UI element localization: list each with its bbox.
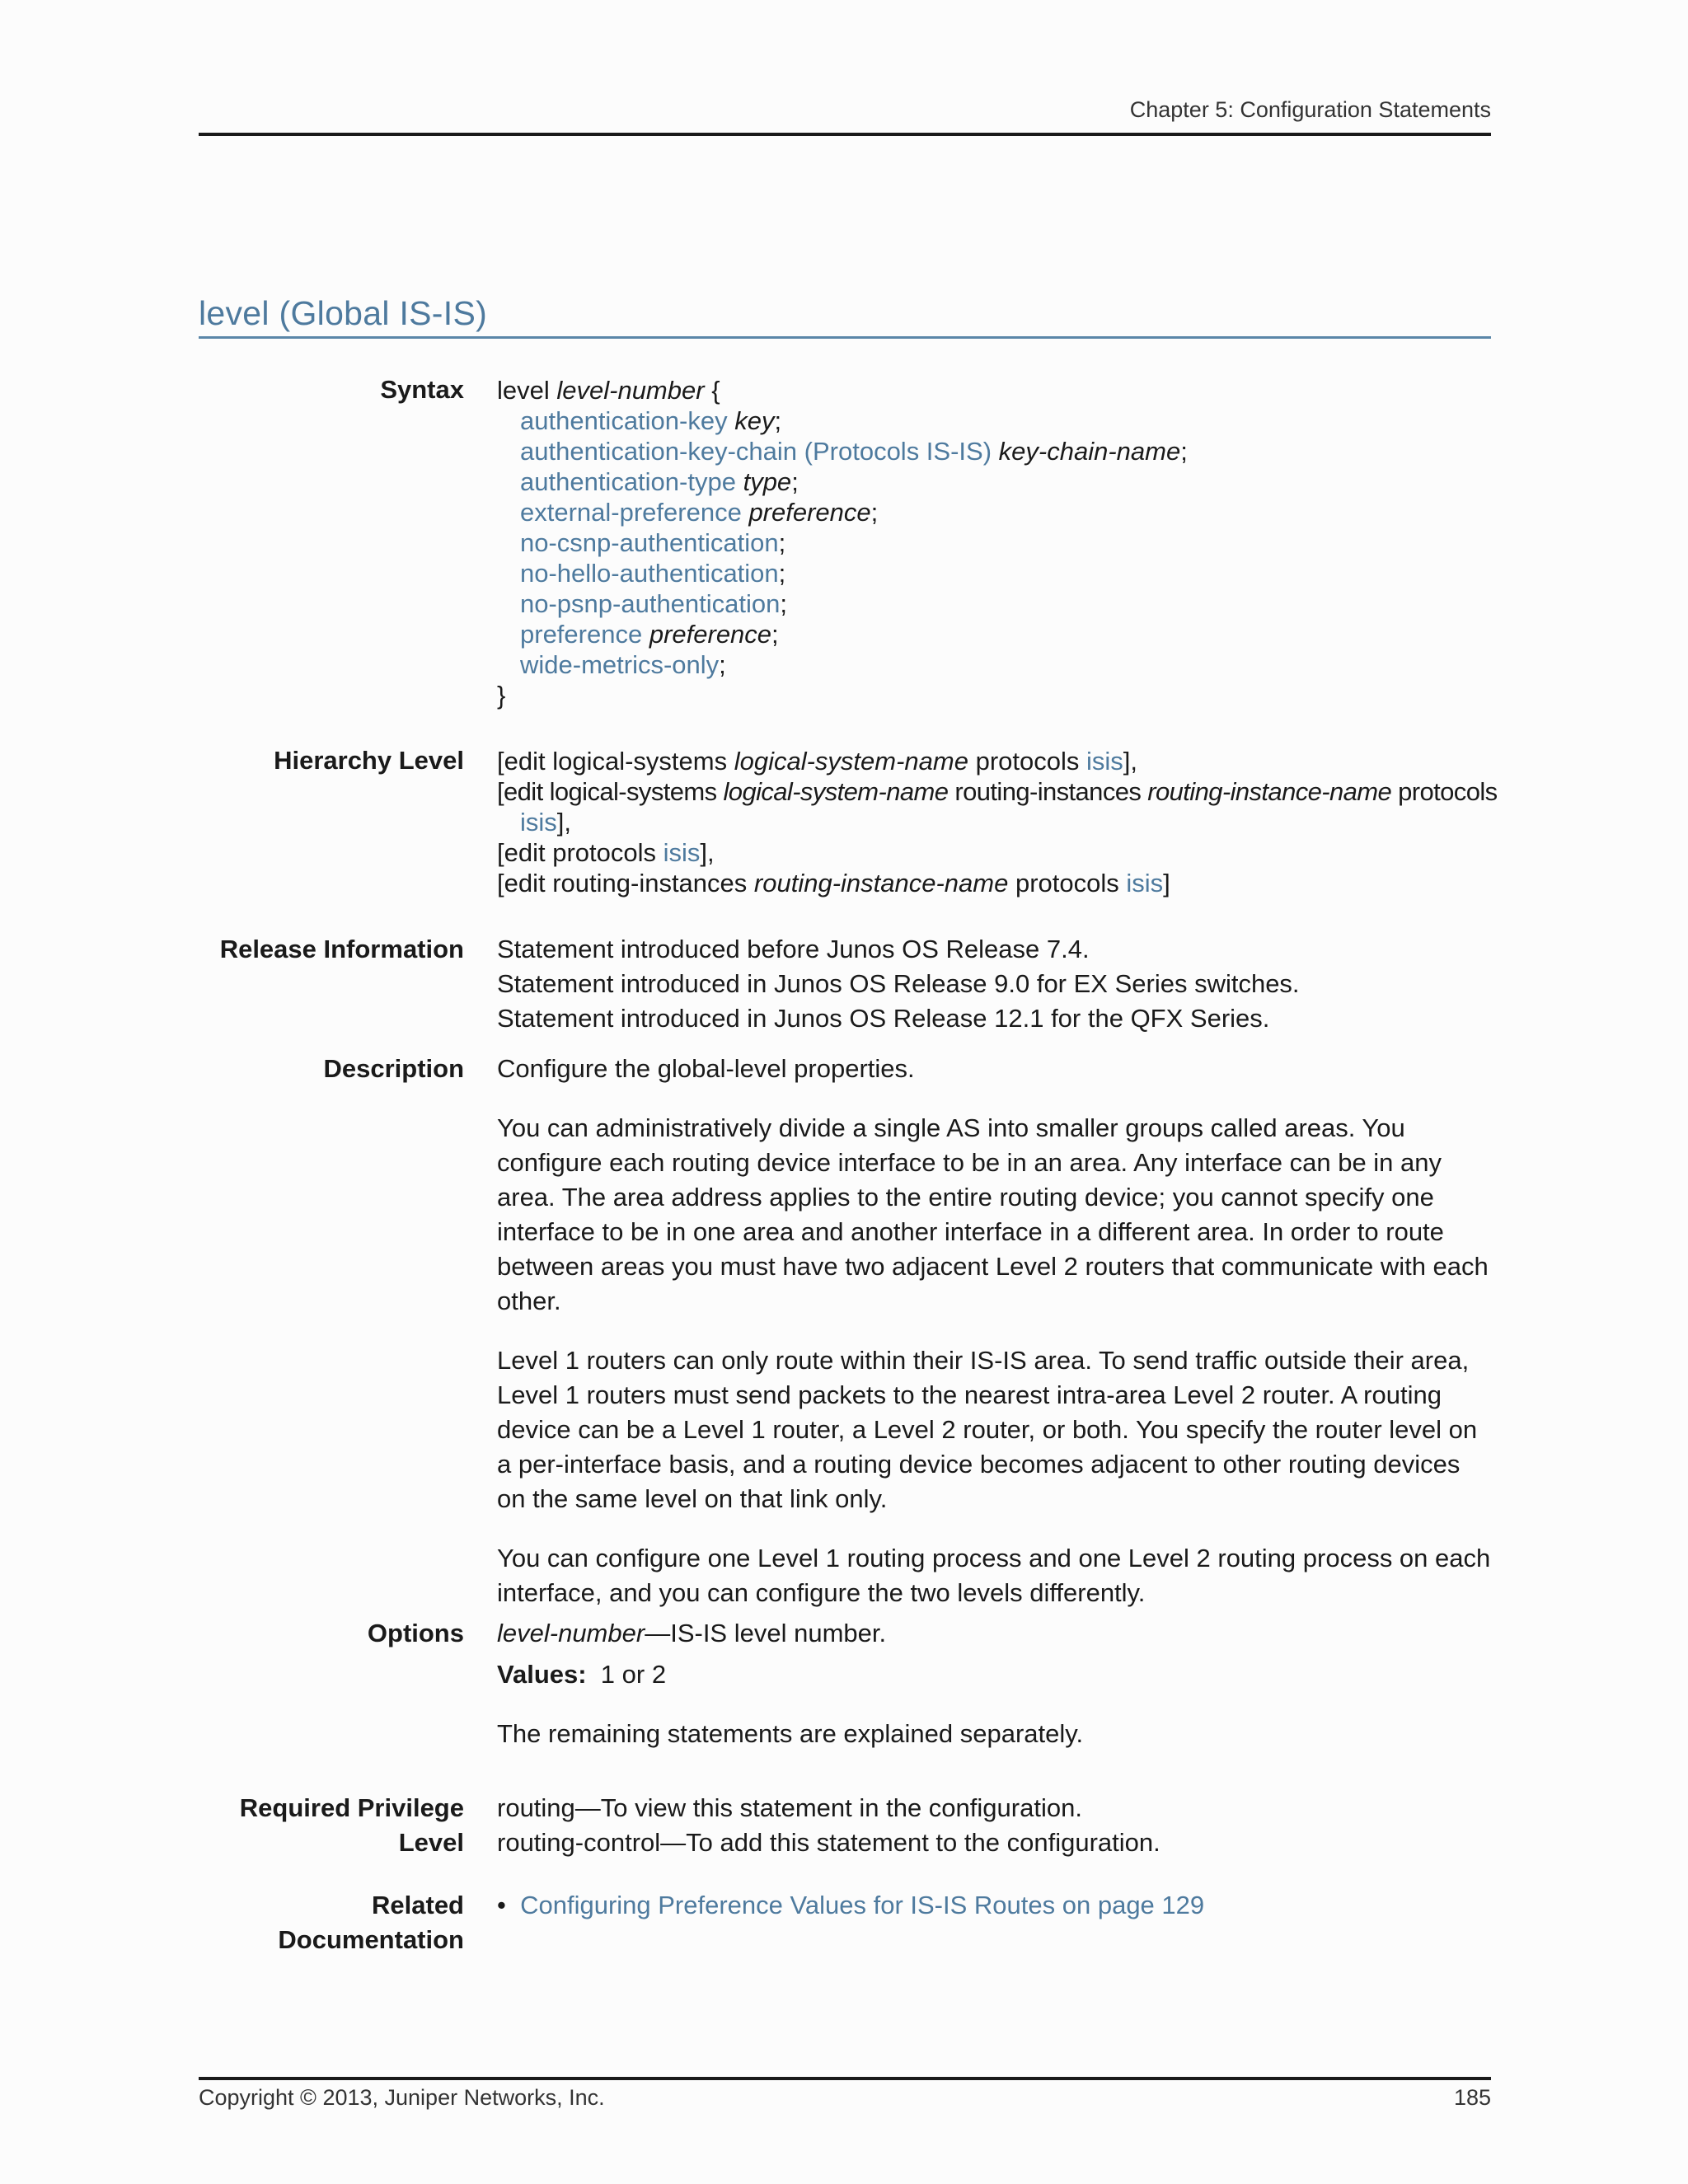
related-label-line: Related xyxy=(372,1891,464,1919)
values-text: 1 or 2 xyxy=(600,1660,667,1689)
syntax-line-arg: preference xyxy=(741,498,871,527)
isis-link[interactable]: isis xyxy=(1086,747,1123,776)
hierarchy-text: ], xyxy=(700,838,715,867)
page-title: level (Global IS-IS) xyxy=(199,294,488,332)
description-paragraph: Configure the global-level properties. xyxy=(497,1054,915,1083)
syntax-line xyxy=(497,405,1491,436)
syntax-link[interactable]: no-csnp-authentication xyxy=(520,528,779,557)
release-label: Release Information xyxy=(219,935,464,963)
syntax-line-arg: preference xyxy=(642,620,772,649)
description-label: Description xyxy=(323,1054,464,1083)
hierarchy-text: [edit logical-systems xyxy=(497,747,734,776)
syntax-line-arg: key xyxy=(727,406,775,435)
syntax-keyword: level xyxy=(497,376,557,405)
syntax-label: Syntax xyxy=(380,375,464,404)
release-line: Statement introduced in Junos OS Release 9.0 for EX Series switches. xyxy=(497,969,1300,998)
syntax-line-end: ; xyxy=(771,620,779,649)
related-body xyxy=(497,1888,1491,1923)
syntax-line xyxy=(497,649,1491,680)
isis-link[interactable]: isis xyxy=(663,838,701,867)
syntax-link[interactable]: preference xyxy=(520,620,643,649)
description-paragraph: Level 1 routers can only route within their IS-IS area. To send traffic outside their area, Level 1 routers must send packets to the nearest intra-area Level 2 router. A routing device can be a Level 1 router, a Level 2 router, or both. You specify the router level on a per-interface basis, and a routing device becomes adjacent to other routing devices on the same level on that link only. xyxy=(497,1346,1478,1513)
hierarchy-text: ], xyxy=(556,808,572,837)
isis-link[interactable]: isis xyxy=(520,808,557,837)
privilege-label-line: Level xyxy=(398,1828,464,1857)
release-line: Statement introduced in Junos OS Release 12.1 for the QFX Series. xyxy=(497,1004,1270,1033)
hierarchy-arg: logical-system-name xyxy=(723,777,949,806)
hierarchy-line xyxy=(497,837,1491,868)
syntax-brace: { xyxy=(704,376,720,405)
options-note: The remaining statements are explained separately. xyxy=(497,1719,1084,1748)
option-arg: level-number xyxy=(497,1619,645,1647)
syntax-line-end: ; xyxy=(719,650,726,679)
running-head: Chapter 5: Configuration Statements xyxy=(1129,97,1491,122)
hierarchy-arg: routing-instance-name xyxy=(1147,777,1392,806)
hierarchy-text: protocols xyxy=(1008,869,1127,898)
hierarchy-text: [edit protocols xyxy=(497,838,663,867)
values-label: Values: xyxy=(497,1660,587,1689)
hierarchy-text: [edit logical-systems xyxy=(497,777,724,806)
syntax-line xyxy=(497,436,1491,466)
syntax-close-brace: } xyxy=(497,681,506,710)
title-rule xyxy=(199,336,1491,339)
hierarchy-text: ], xyxy=(1123,747,1138,776)
syntax-line-end: ; xyxy=(778,528,786,557)
option-entry xyxy=(497,1616,1491,1651)
syntax-line xyxy=(497,497,1491,527)
header-rule xyxy=(199,133,1491,136)
description-body xyxy=(497,1052,1491,1610)
syntax-line-end: ; xyxy=(780,589,788,618)
syntax-link[interactable]: authentication-key xyxy=(520,406,728,435)
hierarchy-line xyxy=(497,776,1498,807)
description-paragraph: You can administratively divide a single AS into smaller groups called areas. You configure each routing device interface to be in an area. Any interface can be in any area. The area address applies to the entire routing device; you cannot specify one interface to be in one area and another interface in a different area. In order to route between areas you must have two adjacent Level 2 routers that communicate with each other. xyxy=(497,1113,1489,1315)
related-label xyxy=(199,1888,464,1957)
hierarchy-text: ] xyxy=(1163,869,1170,898)
syntax-line-arg: key-chain-name xyxy=(992,437,1181,466)
hierarchy-text: protocols xyxy=(1391,777,1498,806)
options-label: Options xyxy=(367,1619,464,1647)
syntax-link[interactable]: no-hello-authentication xyxy=(520,559,779,588)
syntax-line-end: ; xyxy=(774,406,782,435)
hierarchy-label: Hierarchy Level xyxy=(274,746,464,775)
syntax-line xyxy=(497,588,1491,619)
syntax-link[interactable]: authentication-type xyxy=(520,467,736,496)
hierarchy-arg: logical-system-name xyxy=(734,747,968,776)
privilege-line: routing—To view this statement in the configuration. xyxy=(497,1793,1082,1822)
syntax-line-arg: type xyxy=(735,467,792,496)
hierarchy-text: [edit routing-instances xyxy=(497,869,754,898)
release-line: Statement introduced before Junos OS Release 7.4. xyxy=(497,935,1090,963)
syntax-line xyxy=(497,619,1491,649)
description-paragraph: You can configure one Level 1 routing process and one Level 2 routing process on each interface, and you can configure the two levels differently. xyxy=(497,1544,1491,1607)
syntax-link[interactable]: external-preference xyxy=(520,498,742,527)
syntax-line-end: ; xyxy=(778,559,786,588)
copyright: Copyright © 2013, Juniper Networks, Inc. xyxy=(199,2085,605,2110)
syntax-body xyxy=(497,375,1491,710)
option-desc: —IS-IS level number. xyxy=(645,1619,887,1647)
hierarchy-text: protocols xyxy=(968,747,1086,776)
option-values xyxy=(497,1657,1491,1692)
hierarchy-arg: routing-instance-name xyxy=(753,869,1009,898)
syntax-line xyxy=(497,558,1491,588)
syntax-line xyxy=(497,527,1491,558)
syntax-link[interactable]: wide-metrics-only xyxy=(520,650,720,679)
hierarchy-line xyxy=(497,746,1491,776)
footer-rule xyxy=(199,2077,1491,2080)
related-doc-link[interactable]: Configuring Preference Values for IS-IS Routes on page 129 xyxy=(520,1891,1205,1919)
syntax-link[interactable]: no-psnp-authentication xyxy=(520,589,781,618)
page-number: 185 xyxy=(1453,2085,1491,2110)
related-item xyxy=(497,1888,1491,1923)
syntax-line-end: ; xyxy=(1180,437,1188,466)
hierarchy-line xyxy=(497,868,1491,898)
privilege-line: routing-control—To add this statement to the configuration. xyxy=(497,1828,1160,1857)
privilege-body xyxy=(497,1791,1491,1860)
syntax-line-end: ; xyxy=(791,467,799,496)
related-label-line: Documentation xyxy=(278,1925,464,1954)
hierarchy-line xyxy=(497,807,1491,837)
options-body xyxy=(497,1616,1491,1751)
syntax-open-line xyxy=(497,375,1491,405)
syntax-line xyxy=(497,466,1491,497)
hierarchy-text: routing-instances xyxy=(948,777,1148,806)
privilege-label-line: Required Privilege xyxy=(239,1793,464,1822)
bullet: • xyxy=(497,1891,506,1919)
release-body xyxy=(497,932,1491,1036)
isis-link[interactable]: isis xyxy=(1126,869,1164,898)
syntax-line-end: ; xyxy=(870,498,879,527)
syntax-arg: level-number xyxy=(556,376,705,405)
privilege-label xyxy=(199,1791,464,1860)
hierarchy-body xyxy=(497,746,1498,898)
syntax-link[interactable]: authentication-key-chain (Protocols IS-IS) xyxy=(520,437,992,466)
